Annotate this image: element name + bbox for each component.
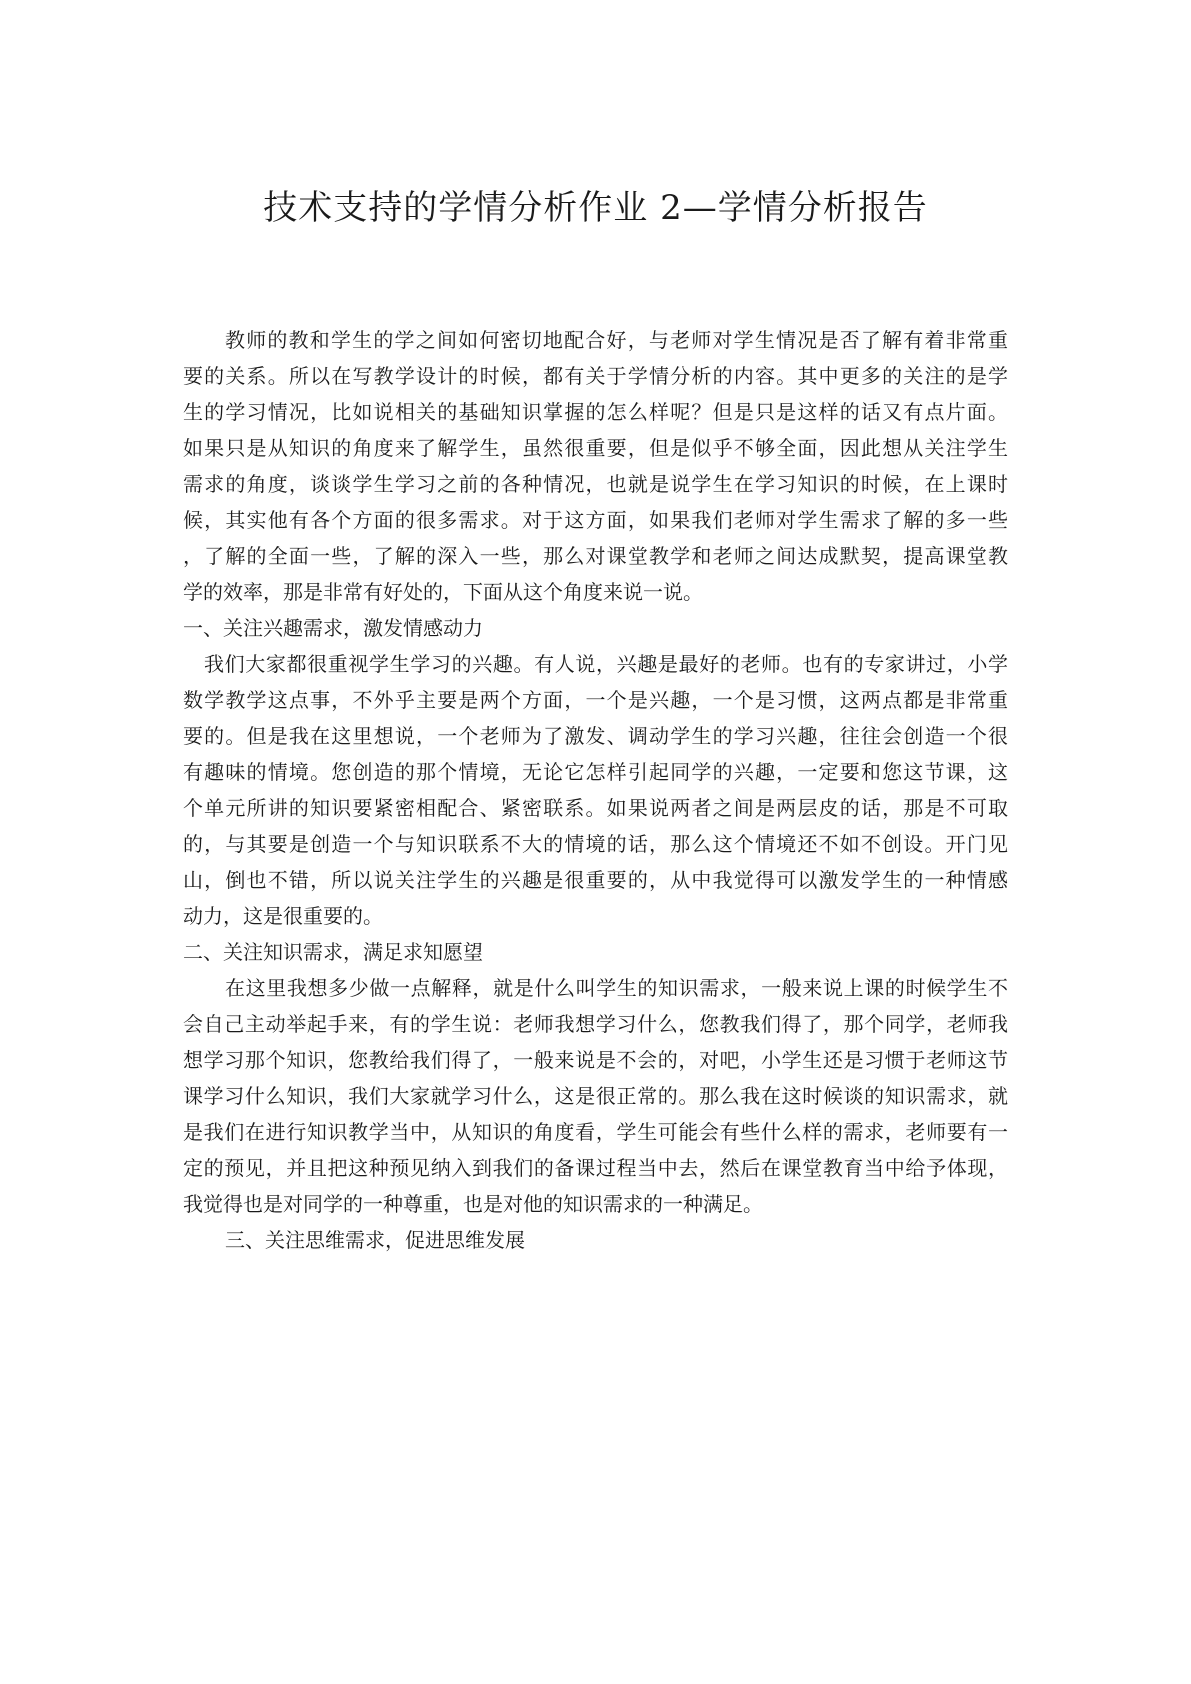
paragraph bbox=[183, 646, 1008, 934]
paragraph-line: 教师的教和学生的学之间如何密切地配合好，与老师对学生情况是否了解有着非常重 bbox=[225, 328, 1008, 352]
paragraph bbox=[183, 970, 1008, 1222]
paragraph-line: 的，与其要是创造一个与知识联系不大的情境的话，那么这个情境还不如不创设。开门见 bbox=[183, 832, 1008, 856]
paragraph-line: 山，倒也不错，所以说关注学生的兴趣是很重要的，从中我觉得可以激发学生的一种情感 bbox=[183, 868, 1008, 892]
section-heading bbox=[183, 934, 1008, 970]
paragraph-line: 会自己主动举起手来，有的学生说：老师我想学习什么，您教我们得了，那个同学，老师我 bbox=[183, 1012, 1008, 1036]
paragraph-line: 生的学习情况，比如说相关的基础知识掌握的怎么样呢？但是只是这样的话又有点片面。 bbox=[183, 400, 1008, 424]
paragraph-line: 需求的角度，谈谈学生学习之前的各种情况，也就是说学生在学习知识的时候，在上课时 bbox=[183, 472, 1008, 496]
document-title: 技术支持的学情分析作业 2—学情分析报告 bbox=[263, 188, 928, 228]
document-body bbox=[183, 322, 1008, 1258]
paragraph-line: 候，其实他有各个方面的很多需求。对于这方面，如果我们老师对学生需求了解的多一些 bbox=[183, 508, 1008, 532]
paragraph-line: 有趣味的情境。您创造的那个情境，无论它怎样引起同学的兴趣，一定要和您这节课，这 bbox=[183, 760, 1008, 784]
paragraph-line: 我们大家都很重视学生学习的兴趣。有人说，兴趣是最好的老师。也有的专家讲过，小学 bbox=[204, 652, 1008, 676]
paragraph-line: ，了解的全面一些，了解的深入一些，那么对课堂教学和老师之间达成默契，提高课堂教 bbox=[183, 544, 1008, 568]
paragraph-line: 定的预见，并且把这种预见纳入到我们的备课过程当中去，然后在课堂教育当中给予体现， bbox=[183, 1156, 1008, 1180]
paragraph-line: 学的效率，那是非常有好处的，下面从这个角度来说一说。 bbox=[183, 580, 703, 604]
paragraph-line: 动力，这是很重要的。 bbox=[183, 904, 383, 928]
paragraph-line: 如果只是从知识的角度来了解学生，虽然很重要，但是似乎不够全面，因此想从关注学生 bbox=[183, 436, 1008, 460]
heading-text: 三、关注思维需求，促进思维发展 bbox=[225, 1228, 525, 1252]
paragraph-line: 课学习什么知识，我们大家就学习什么，这是很正常的。那么我在这时候谈的知识需求，就 bbox=[183, 1084, 1008, 1108]
paragraph-line: 想学习那个知识，您教给我们得了，一般来说是不会的，对吧，小学生还是习惯于老师这节 bbox=[183, 1048, 1008, 1072]
heading-text: 一、关注兴趣需求，激发情感动力 bbox=[183, 616, 483, 640]
paragraph bbox=[183, 322, 1008, 610]
paragraph-line: 要的。但是我在这里想说，一个老师为了激发、调动学生的学习兴趣，往往会创造一个很 bbox=[183, 724, 1008, 748]
heading-text: 二、关注知识需求，满足求知愿望 bbox=[183, 940, 483, 964]
paragraph-line: 个单元所讲的知识要紧密相配合、紧密联系。如果说两者之间是两层皮的话，那是不可取 bbox=[183, 796, 1008, 820]
paragraph-line: 我觉得也是对同学的一种尊重，也是对他的知识需求的一种满足。 bbox=[183, 1192, 763, 1216]
paragraph-line: 是我们在进行知识教学当中，从知识的角度看，学生可能会有些什么样的需求，老师要有一 bbox=[183, 1120, 1008, 1144]
paragraph-line: 要的关系。所以在写教学设计的时候，都有关于学情分析的内容。其中更多的关注的是学 bbox=[183, 364, 1008, 388]
paragraph-line: 数学教学这点事，不外乎主要是两个方面，一个是兴趣，一个是习惯，这两点都是非常重 bbox=[183, 688, 1008, 712]
section-heading bbox=[183, 1222, 1008, 1258]
paragraph-line: 在这里我想多少做一点解释，就是什么叫学生的知识需求，一般来说上课的时候学生不 bbox=[225, 976, 1008, 1000]
section-heading bbox=[183, 610, 1008, 646]
